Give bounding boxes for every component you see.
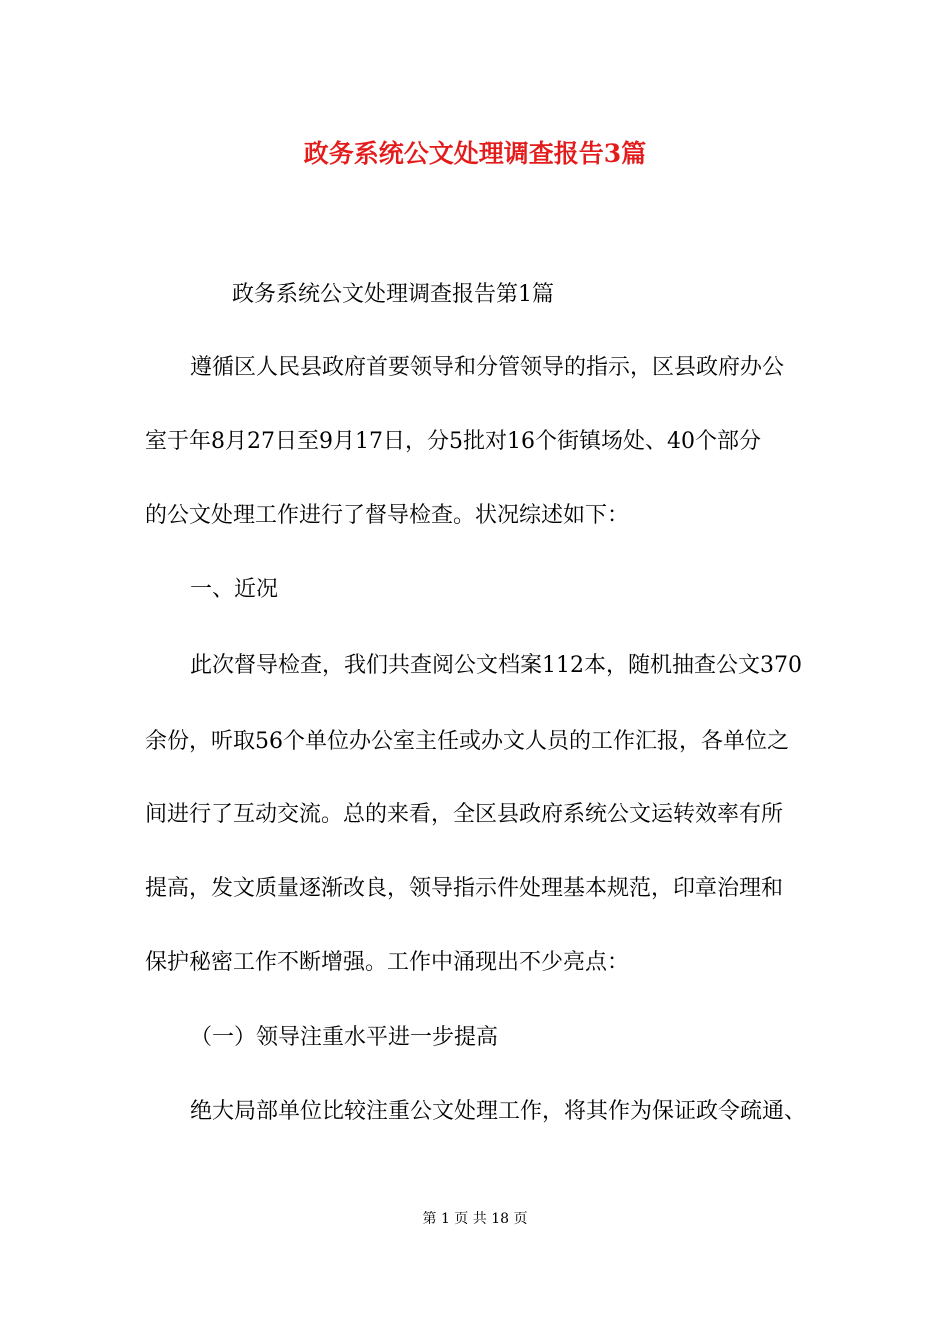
paragraph-line: 保护秘密工作不断增强。工作中涌现出不少亮点：: [145, 950, 630, 975]
paragraph-line: 室于年8月27日至9月17日，分5批对16个街镇场处、40个部分: [145, 429, 761, 454]
paragraph-line: 遵循区人民县政府首要领导和分管领导的指示，区县政府办公: [190, 355, 785, 380]
subsection-heading: （一）领导注重水平进一步提高: [190, 1025, 499, 1050]
paragraph-line: 提高，发文质量逐渐改良，领导指示件处理基本规范，印章治理和: [145, 876, 784, 901]
section-subtitle: 政务系统公文处理调查报告第1篇: [232, 282, 554, 307]
section-heading: 一、近况: [190, 577, 279, 602]
paragraph-line: 绝大局部单位比较注重公文处理工作，将其作为保证政令疏通、: [190, 1099, 807, 1124]
page-number-footer: 第 1 页 共 18 页: [422, 1211, 528, 1227]
paragraph-line: 间进行了互动交流。总的来看，全区县政府系统公文运转效率有所: [145, 802, 784, 827]
document-title: 政务系统公文处理调查报告3篇: [303, 139, 647, 168]
paragraph-line: 余份，听取56个单位办公室主任或办文人员的工作汇报，各单位之: [145, 729, 789, 754]
paragraph-line: 的公文处理工作进行了督导检查。状况综述如下：: [145, 503, 630, 528]
paragraph-line: 此次督导检查，我们共查阅公文档案112本，随机抽查公文370: [190, 653, 802, 678]
